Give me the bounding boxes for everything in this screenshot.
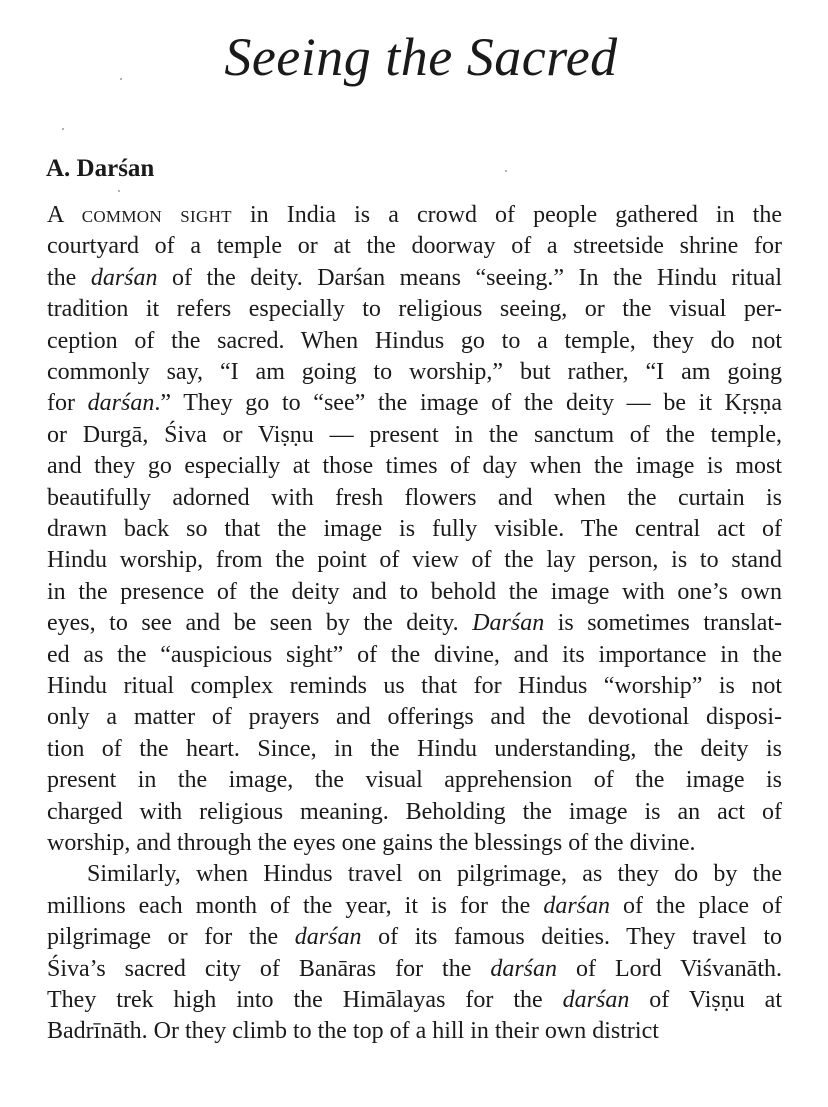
text-line — [47, 922, 782, 953]
text-segment: A common sight — [47, 202, 232, 228]
text-segment: courtyard of a temple or at the doorway of a streetside shrine for — [47, 233, 782, 260]
italic-term: darśan — [87, 390, 155, 417]
text-line — [47, 765, 782, 796]
text-segment: ed as the “auspicious sight” of the divine, and its importance in the — [47, 641, 782, 668]
text-line — [47, 514, 782, 545]
text-segment: is sometimes translat- — [544, 610, 783, 637]
text-segment: eyes, to see and be seen by the deity. — [47, 610, 473, 637]
scan-speck — [505, 170, 507, 172]
italic-term: darśan — [490, 955, 558, 982]
text-segment: pilgrimage or for the — [47, 924, 295, 951]
text-segment: millions each month of the year, it is for the — [47, 892, 544, 919]
text-line — [47, 420, 782, 451]
text-line — [47, 671, 782, 702]
text-segment: of its famous deities. They travel to — [361, 924, 783, 951]
text-segment: of the deity. Darśan means “seeing.” In the Hindu ritual — [157, 264, 782, 291]
text-segment: Similarly, when Hindus travel on pilgrimage, as they do by the — [87, 861, 782, 888]
text-segment: drawn back so that the image is fully visible. The central act of — [47, 516, 782, 542]
text-line — [47, 985, 782, 1016]
text-segment: beautifully adorned with fresh flowers and when the curtain is — [47, 484, 782, 511]
text-line — [47, 263, 782, 294]
scan-speck — [118, 190, 120, 192]
text-segment: Śiva’s sacred city of Banāras for the — [47, 955, 491, 982]
text-line — [47, 200, 782, 231]
text-segment: present in the image, the visual apprehension of the image is — [47, 767, 782, 794]
text-segment: of the place of — [610, 892, 782, 919]
text-segment: They trek high into the Himālayas for the — [47, 987, 563, 1013]
italic-term: darśan — [90, 264, 158, 291]
text-line — [47, 734, 782, 765]
text-line — [47, 954, 782, 985]
text-line — [47, 388, 782, 419]
text-line — [47, 483, 782, 514]
section-heading: A. Darśan — [46, 155, 155, 182]
text-segment: and they go especially at those times of day when the image is most — [47, 453, 782, 480]
text-segment: tion of the heart. Since, in the Hindu understanding, the deity is — [47, 735, 782, 762]
text-segment: or Durgā, Śiva or Viṣṇu — present in the sanctum of the temple, — [47, 421, 782, 448]
text-line — [47, 608, 782, 639]
chapter-title: Seeing the Sacred — [224, 27, 618, 87]
text-segment: in the presence of the deity and to behold the image with one’s own — [47, 578, 782, 605]
text-line — [47, 451, 782, 482]
text-segment: .” They go to “see” the image of the deity — be it Kṛṣṇa — [154, 390, 782, 417]
text-line — [47, 326, 782, 357]
text-segment: of Lord Viśvanāth. — [557, 955, 782, 982]
italic-term: darśan — [294, 924, 362, 951]
text-line — [47, 357, 782, 388]
scan-speck — [62, 128, 64, 130]
text-segment: in India is a crowd of people gathered in the — [231, 202, 782, 228]
text-line — [47, 577, 782, 608]
text-line — [47, 231, 782, 262]
text-segment: Hindu worship, from the point of view of the lay person, is to stand — [47, 547, 782, 574]
text-segment: only a matter of prayers and offerings and the devotional disposi- — [47, 704, 782, 731]
text-segment: tradition it refers especially to religious seeing, or the visual per- — [47, 296, 782, 323]
text-line — [47, 702, 782, 733]
text-segment: of Viṣṇu at — [629, 987, 783, 1013]
text-line — [47, 828, 782, 859]
text-segment: charged with religious meaning. Beholding the image is an act of — [47, 798, 782, 825]
text-segment: commonly say, “I am going to worship,” but rather, “I am going — [47, 359, 782, 385]
text-line — [47, 1016, 782, 1047]
italic-term: darśan — [543, 892, 611, 919]
text-line — [47, 545, 782, 576]
text-segment: ception of the sacred. When Hindus go to a temple, they do not — [47, 327, 782, 354]
text-line — [47, 859, 782, 890]
italic-term: Darśan — [472, 610, 545, 637]
italic-term: darśan — [562, 987, 630, 1013]
text-segment: worship, and through the eyes one gains the blessings of the divine. — [47, 830, 696, 856]
scan-speck — [120, 78, 122, 80]
text-line — [47, 640, 782, 671]
text-segment: for — [47, 390, 88, 417]
text-segment: Hindu ritual complex reminds us that for Hindus “worship” is not — [47, 673, 782, 699]
text-line — [47, 797, 782, 828]
text-line — [47, 294, 782, 325]
text-segment: Badrīnāth. Or they climb to the top of a hill in their own district — [47, 1018, 659, 1045]
text-segment: the — [47, 264, 91, 291]
text-line — [47, 891, 782, 922]
